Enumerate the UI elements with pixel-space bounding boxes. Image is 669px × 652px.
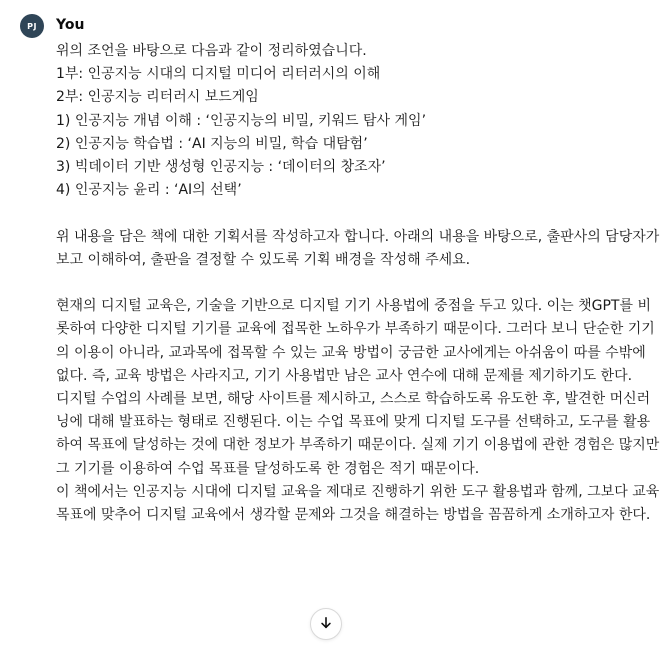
paragraph-gap xyxy=(56,272,660,295)
message-line: 1) 인공지능 개념 이해 : ‘인공지능의 비밀, 키워드 탐사 게임’ xyxy=(56,112,427,129)
arrow-down-icon xyxy=(319,615,333,634)
avatar[interactable]: PJ xyxy=(20,14,44,38)
background-paragraph: 이 책에서는 인공지능 시대에 디지털 교육을 제대로 진행하기 위한 도구 활용법과 함께, 그보다 교육 목표에 맞추어 디지털 교육에서 생각할 문제와 그것을 해결하는 방법을 꼼꼼하게 소개하고자 한다. xyxy=(56,483,664,524)
paragraph-gap xyxy=(56,202,660,225)
scroll-to-bottom-button[interactable] xyxy=(310,608,342,640)
message-author: You xyxy=(56,17,85,33)
background-paragraph: 디지털 수업의 사례를 보면, 해당 사이트를 제시하고, 스스로 학습하도록 유도한 후, 발견한 머신러닝에 대해 발표하는 형태로 진행된다. 이는 수업 목표에 맞게 디지털 도구를 선택하고, 도구를 활용하여 목표에 달성하는 것에 대한 정보가 부족하기 때문이다. 실제 기기 이용법에 관한 경험은 많지만 그 기기를 이용하여 수업 목표를 달성하도록 한 경험은 적기 때문이다. xyxy=(56,391,664,477)
message-body xyxy=(56,40,664,527)
message-line: 2부: 인공지능 리터러시 보드게임 xyxy=(56,89,259,106)
background-paragraph: 현재의 디지털 교육은, 기술을 기반으로 디지털 기기 사용법에 중점을 두고 있다. 이는 챗GPT를 비롯하여 다양한 디지털 기기를 교육에 접목한 노하우가 부족하기 때문이다. 그러다 보니 단순한 기기의 이용이 아니라, 교과목에 접목할 수 있는 교육 방법이 궁금한 교사에게는 아쉬움이 따를 수밖에 없다. 즉, 교육 방법은 사라지고, 기기 사용법만 남은 교사 연수에 대해 문제를 제기하기도 한다. xyxy=(56,298,655,384)
message-line: 위의 조언을 바탕으로 다음과 같이 정리하였습니다. xyxy=(56,43,367,59)
message-line: 1부: 인공지능 시대의 디지털 미디어 리터러시의 이해 xyxy=(56,66,381,83)
message-line: 4) 인공지능 윤리 : ‘AI의 선택’ xyxy=(56,182,242,199)
message-line: 2) 인공지능 학습법 : ‘AI 지능의 비밀, 학습 대탐험’ xyxy=(56,135,368,152)
request-paragraph: 위 내용을 담은 책에 대한 기획서를 작성하고자 합니다. 아래의 내용을 바탕으로, 출판사의 담당자가 보고 이해하여, 출판을 결정할 수 있도록 기획 배경을 작성해 주세요. xyxy=(56,228,664,268)
message-line: 3) 빅데이터 기반 생성형 인공지능 : ‘데이터의 창조자’ xyxy=(56,159,386,176)
